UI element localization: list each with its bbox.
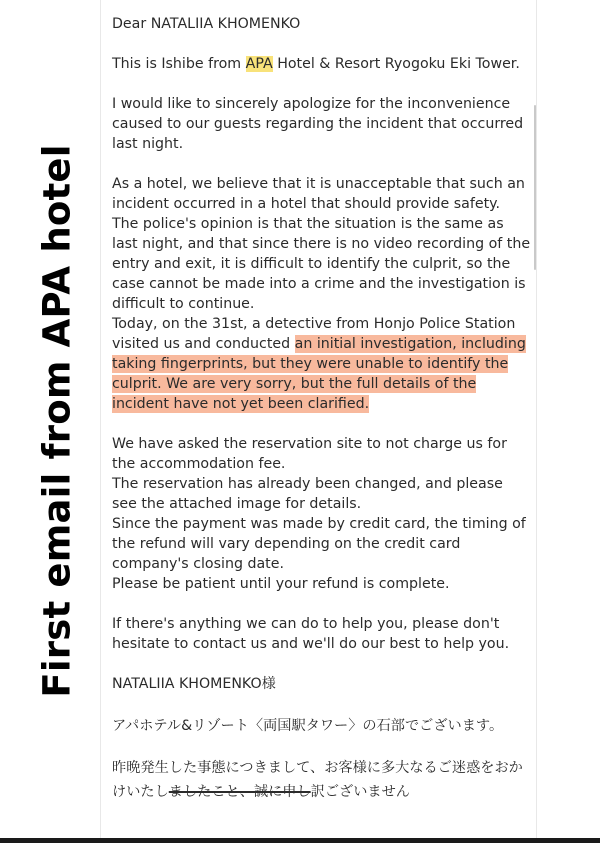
email-intro xyxy=(112,54,532,74)
email-jp-apology xyxy=(112,756,532,804)
email-paragraph-payment: Since the payment was made by credit card, the timing of the refund will vary depending on the credit card company's closing date. xyxy=(112,516,526,572)
jp-apology-end: 訳ございません xyxy=(310,784,410,800)
photo-bottom-edge xyxy=(0,838,600,843)
email-apology: I would like to sincerely apologize for the inconvenience caused to our guests regarding the incident that occurred last night. xyxy=(112,96,524,152)
highlighted-investigation: an initial investigation, including taking fingerprints, but they were unable to identify the culprit. We are very sorry, but the full details of the incident have not yet been clarified. xyxy=(112,336,526,412)
email-jp-greeting: NATALIIA KHOMENKO様 xyxy=(112,676,276,692)
jp-apology-start: 昨晩発生した事態につきまして、お客様に多大なるご迷惑をおかけいたし xyxy=(112,760,523,800)
scrollbar[interactable] xyxy=(534,105,536,270)
email-body xyxy=(112,14,532,822)
today-text: Today, on the 31st, a detective from Honjo Police Station visited us and conducted xyxy=(112,316,516,352)
image-caption: First email from APA hotel xyxy=(35,144,79,698)
intro-text-end: Hotel & Resort Ryogoku Eki Tower. xyxy=(272,56,520,72)
highlighted-apa: APA xyxy=(245,56,273,72)
email-greeting: Dear NATALIIA KHOMENKO xyxy=(112,16,301,32)
jp-apology-struck: ましたこと、誠に申し xyxy=(168,784,311,800)
email-paragraph-reservation-site: We have asked the reservation site to not charge us for the accommodation fee. xyxy=(112,436,507,472)
email-paragraph-help: If there's anything we can do to help you, please don't hesitate to contact us and we'll do our best to help you. xyxy=(112,616,510,652)
intro-text: This is Ishibe from xyxy=(112,56,246,72)
email-paragraph-police: The police's opinion is that the situation is the same as last night, and that since there is no video recording of the entry and exit, it is difficult to identify the culprit, so the case cannot be made into a crime and the investigation is difficult to continue. xyxy=(112,216,531,312)
email-paragraph-changed: The reservation has already been changed, and please see the attached image for details. xyxy=(112,476,503,512)
email-jp-intro: アパホテル&リゾート〈両国駅タワー〉の石部でございます。 xyxy=(112,718,504,734)
email-paragraph-patient: Please be patient until your refund is complete. xyxy=(112,576,450,592)
email-paragraph-hotel: As a hotel, we believe that it is unacceptable that such an incident occurred in a hotel that should provide safety. xyxy=(112,176,525,212)
email-paragraph-today xyxy=(112,314,532,414)
